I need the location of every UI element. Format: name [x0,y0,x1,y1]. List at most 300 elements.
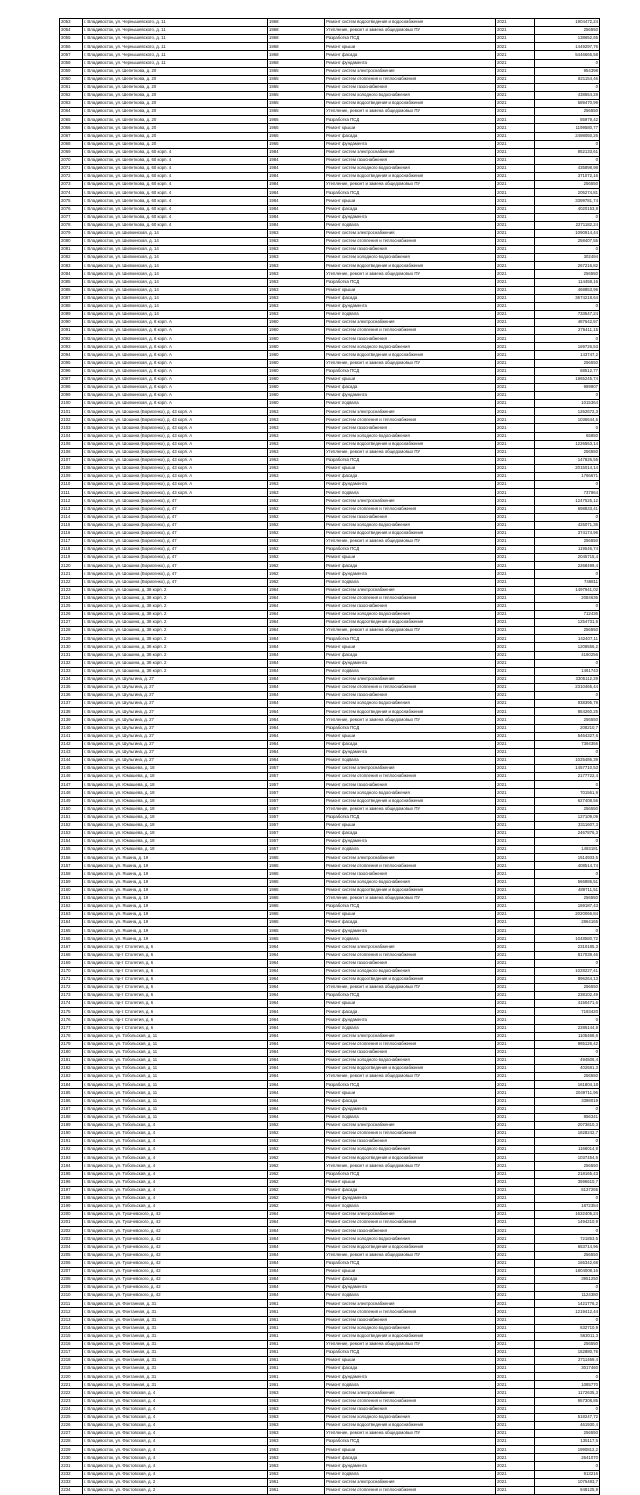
plan-year-cell: 2021 [496,189,535,197]
cost-cell: 256550 [535,984,600,992]
address-cell: г. Владивосток, ул. Чернышевского, д. 11 [83,51,268,59]
row-number-cell: 2230 [60,1454,83,1462]
plan-year-cell: 2021 [496,164,535,172]
cost-cell: 737964 [535,489,600,497]
year-built-cell: 1963 [268,1413,325,1421]
work-type-cell: Ремонт систем отопления и теплоснабжения [325,416,496,424]
plan-year-cell: 2021 [496,440,535,448]
work-type-cell: Ремонт фасада [325,205,496,213]
work-type-cell: Ремонт крыши [325,1446,496,1454]
year-built-cell: 1964 [268,748,325,756]
row-number-cell: 2148 [60,789,83,797]
year-built-cell: 1962 [268,562,325,570]
cost-cell: 256550 [535,805,600,813]
cost-cell: 0 [535,602,600,610]
year-built-cell: 1962 [268,521,325,529]
cost-cell: 205274,81 [535,189,600,197]
table-body [60,19,600,1495]
table-row [60,659,600,667]
address-cell: г. Владивосток, ул. Тухачевского, д. 42 [83,1211,268,1219]
plan-year-cell: 2021 [496,570,535,578]
table-row [60,1413,600,1421]
table-row [60,959,600,967]
address-cell: г. Владивосток, ул. Фонтанная, д. 31 [83,1365,268,1373]
work-type-cell: Ремонт систем газоснабжения [325,781,496,789]
row-number-cell: 2199 [60,1202,83,1210]
table-row [60,75,600,83]
plan-year-cell: 2021 [496,1292,535,1300]
cost-cell: 0 [535,959,600,967]
table-row [60,1113,600,1121]
table-row [60,343,600,351]
work-type-cell: Ремонт систем отопления и теплоснабжения [325,683,496,691]
address-cell: г. Владивосток, ул. Шепеткова, д. 60 корп. 4 [83,173,268,181]
address-cell: г. Владивосток, ул. Тобольская, д. 11 [83,1073,268,1081]
row-number-cell: 2065 [60,116,83,124]
work-type-cell: Ремонт систем отопления и теплоснабжения [325,237,496,245]
cost-cell: 138652,65 [535,35,600,43]
row-number-cell: 2075 [60,197,83,205]
row-number-cell: 2094 [60,351,83,359]
year-built-cell: 1961 [268,1478,325,1486]
work-type-cell: Ремонт систем холодного водоснабжения [325,878,496,886]
plan-year-cell: 2021 [496,489,535,497]
address-cell: г. Владивосток, ул. Тобольская, д. 11 [83,1089,268,1097]
work-type-cell: Ремонт крыши [325,1089,496,1097]
year-built-cell: 1963 [268,246,325,254]
work-type-cell: Ремонт фундамента [325,1105,496,1113]
plan-year-cell: 2021 [496,675,535,683]
table-row [60,1462,600,1470]
table-row [60,1438,600,1446]
work-type-cell: Ремонт фундамента [325,748,496,756]
row-number-cell: 2076 [60,205,83,213]
row-number-cell: 2056 [60,43,83,51]
table-row [60,943,600,951]
table-row [60,1397,600,1405]
row-number-cell: 2215 [60,1332,83,1340]
plan-year-cell: 2021 [496,1194,535,1202]
plan-year-cell: 2021 [496,262,535,270]
cost-cell: 746811 [535,578,600,586]
table-row [60,310,600,318]
plan-year-cell: 2021 [496,1032,535,1040]
cost-cell: 161804,18 [535,1081,600,1089]
year-built-cell: 1964 [268,1219,325,1227]
work-type-cell: Ремонт фундамента [325,1284,496,1292]
work-type-cell: Ремонт подвала [325,489,496,497]
table-row [60,335,600,343]
year-built-cell: 1964 [268,967,325,975]
work-type-cell: Ремонт фундамента [325,1373,496,1381]
row-number-cell: 2228 [60,1438,83,1446]
table-row [60,1186,600,1194]
work-type-cell: Ремонт систем электроснабжения [325,229,496,237]
work-type-cell: Ремонт систем холодного водоснабжения [325,967,496,975]
plan-year-cell: 2021 [496,1113,535,1121]
address-cell: г. Владивосток, ул. Фастовская, д. 4 [83,1389,268,1397]
cost-cell: 566886,51 [535,878,600,886]
address-cell: г. Владивосток, ул. Шепеткова, д. 20 [83,116,268,124]
work-type-cell: Утепление, ремонт и замена общедомовых ПУ [325,448,496,456]
row-number-cell: 2089 [60,310,83,318]
address-cell: г. Владивосток, ул. Шилкинская, д. 14 [83,286,268,294]
year-built-cell: 1968 [268,27,325,35]
row-number-cell: 2066 [60,124,83,132]
work-type-cell: Утепление, ремонт и замена общедомовых ПУ [325,1162,496,1170]
row-number-cell: 2068 [60,140,83,148]
address-cell: г. Владивосток, ул. Шепеткова, д. 60 корп. 4 [83,181,268,189]
row-number-cell: 2081 [60,246,83,254]
address-cell: г. Владивосток, ул. Шошина (Борисенко), д. 47 [83,554,268,562]
cost-cell: 302494 [535,254,600,262]
work-type-cell: Ремонт крыши [325,643,496,651]
cost-cell: 1219412,44 [535,1308,600,1316]
cost-cell: 0 [535,748,600,756]
cost-cell: 256550 [535,181,600,189]
table-row [60,513,600,521]
repair-schedule-table [59,18,600,1495]
address-cell: г. Владивосток, ул. Шошина (Борисенко), д. 47 [83,529,268,537]
plan-year-cell: 2021 [496,383,535,391]
address-cell: г. Владивосток, ул. Шошина (Борисенко), д. 47 [83,562,268,570]
year-built-cell: 1963 [268,408,325,416]
row-number-cell: 2163 [60,911,83,919]
work-type-cell: Ремонт систем электроснабжения [325,319,496,327]
table-row [60,132,600,140]
row-number-cell: 2195 [60,1170,83,1178]
plan-year-cell: 2021 [496,1243,535,1251]
year-built-cell: 1964 [268,659,325,667]
row-number-cell: 2109 [60,473,83,481]
address-cell: г. Владивосток, ул. Шепеткова, д. 60 корп. 4 [83,205,268,213]
work-type-cell: Ремонт систем газоснабжения [325,1227,496,1235]
work-type-cell: Ремонт систем отопления и теплоснабжения [325,1397,496,1405]
year-built-cell: 1965 [268,911,325,919]
cost-cell: 698833,41 [535,505,600,513]
cost-cell: 256550 [535,1251,600,1259]
year-built-cell: 1962 [268,529,325,537]
table-row [60,278,600,286]
year-built-cell: 1960 [268,319,325,327]
table-row [60,951,600,959]
cost-cell: 1990812,2 [535,1446,600,1454]
address-cell: г. Владивосток, ул. Фастовская, д. 4 [83,1421,268,1429]
table-row [60,838,600,846]
row-number-cell: 2055 [60,35,83,43]
row-number-cell: 2127 [60,619,83,627]
row-number-cell: 2229 [60,1446,83,1454]
row-number-cell: 2165 [60,927,83,935]
address-cell: г. Владивосток, ул. Тобольская, д. 11 [83,1097,268,1105]
row-number-cell: 2103 [60,424,83,432]
plan-year-cell: 2021 [496,1478,535,1486]
work-type-cell: Ремонт крыши [325,43,496,51]
year-built-cell: 1964 [268,643,325,651]
address-cell: г. Владивосток, ул. Шилкинская, д. 8 корп. А [83,392,268,400]
plan-year-cell: 2021 [496,310,535,318]
year-built-cell: 1962 [268,1154,325,1162]
row-number-cell: 2147 [60,781,83,789]
table-row [60,424,600,432]
cost-cell: 632710,9 [535,1324,600,1332]
address-cell: г. Владивосток, ул. Шошина (Борисенко), д. 47 [83,570,268,578]
work-type-cell: Ремонт фундамента [325,1462,496,1470]
work-type-cell: Разработка ПСД [325,1081,496,1089]
work-type-cell: Ремонт систем отопления и теплоснабжения [325,505,496,513]
plan-year-cell: 2021 [496,1486,535,1494]
table-row [60,829,600,837]
address-cell: г. Владивосток, ул. Тобольская, д. 4 [83,1138,268,1146]
plan-year-cell: 2021 [496,108,535,116]
table-row [60,919,600,927]
address-cell: г. Владивосток, ул. Шошина (Борисенко), д. 47 [83,521,268,529]
work-type-cell: Ремонт систем электроснабжения [325,67,496,75]
table-row [60,602,600,610]
cost-cell: 7394356 [535,740,600,748]
table-row [60,1365,600,1373]
table-row [60,805,600,813]
row-number-cell: 2205 [60,1251,83,1259]
work-type-cell: Ремонт фасада [325,562,496,570]
row-number-cell: 2214 [60,1324,83,1332]
row-number-cell: 2226 [60,1421,83,1429]
plan-year-cell: 2021 [496,870,535,878]
plan-year-cell: 2021 [496,1235,535,1243]
row-number-cell: 2124 [60,594,83,602]
cost-cell: 494506,4 [535,1057,600,1065]
year-built-cell: 1964 [268,984,325,992]
year-built-cell: 1961 [268,1486,325,1494]
cost-cell: 0 [535,838,600,846]
cost-cell: 85979,42 [535,116,600,124]
year-built-cell: 1964 [268,1251,325,1259]
row-number-cell: 2061 [60,83,83,91]
year-built-cell: 1962 [268,546,325,554]
address-cell: г. Владивосток, ул. Фонтанная, д. 31 [83,1348,268,1356]
address-cell: г. Владивосток, пр-т Столетия, д. 6 [83,951,268,959]
year-built-cell: 1964 [268,740,325,748]
work-type-cell: Ремонт подвала [325,1202,496,1210]
plan-year-cell: 2021 [496,416,535,424]
cost-cell: 487642,57 [535,319,600,327]
cost-cell: 985126,42 [535,1040,600,1048]
year-built-cell: 1964 [268,1032,325,1040]
address-cell: г. Владивосток, ул. Фастовская, д. 2 [83,1478,268,1486]
table-row [60,19,600,27]
cost-cell: 256550 [535,108,600,116]
cost-cell: 238102,49 [535,992,600,1000]
work-type-cell: Ремонт крыши [325,197,496,205]
table-row [60,1178,600,1186]
work-type-cell: Ремонт фасада [325,383,496,391]
address-cell: г. Владивосток, ул. Шепеткова, д. 60 корп. 4 [83,221,268,229]
work-type-cell: Ремонт систем электроснабжения [325,854,496,862]
year-built-cell: 1963 [268,1462,325,1470]
table-row [60,546,600,554]
year-built-cell: 1957 [268,789,325,797]
row-number-cell: 2189 [60,1121,83,1129]
year-built-cell: 1965 [268,878,325,886]
plan-year-cell: 2021 [496,1340,535,1348]
address-cell: г. Владивосток, ул. Шилкинская, д. 8 корп. А [83,367,268,375]
work-type-cell: Разработка ПСД [325,278,496,286]
table-row [60,213,600,221]
table-row [60,854,600,862]
address-cell: г. Владивосток, ул. Шилкинская, д. 14 [83,310,268,318]
work-type-cell: Разработка ПСД [325,635,496,643]
year-built-cell: 1964 [268,1105,325,1113]
plan-year-cell: 2021 [496,992,535,1000]
plan-year-cell: 2021 [496,91,535,99]
row-number-cell: 2176 [60,1016,83,1024]
year-built-cell: 1962 [268,513,325,521]
work-type-cell: Ремонт крыши [325,286,496,294]
work-type-cell: Разработка ПСД [325,116,496,124]
year-built-cell: 1964 [268,708,325,716]
row-number-cell: 2084 [60,270,83,278]
address-cell: г. Владивосток, пр-т Столетия, д. 6 [83,1016,268,1024]
work-type-cell: Разработка ПСД [325,456,496,464]
table-row [60,708,600,716]
address-cell: г. Владивосток, ул. Шепеткова, д. 20 [83,67,268,75]
cost-cell: 1494210,9 [535,1219,600,1227]
work-type-cell: Разработка ПСД [325,35,496,43]
row-number-cell: 2182 [60,1065,83,1073]
table-row [60,765,600,773]
row-number-cell: 2173 [60,992,83,1000]
table-row [60,789,600,797]
year-built-cell: 1965 [268,927,325,935]
work-type-cell: Разработка ПСД [325,1170,496,1178]
year-built-cell: 1957 [268,813,325,821]
year-built-cell: 1962 [268,538,325,546]
year-built-cell: 1961 [268,1332,325,1340]
table-row [60,124,600,132]
row-number-cell: 2138 [60,708,83,716]
work-type-cell: Утепление, ремонт и замена общедомовых ПУ [325,181,496,189]
year-built-cell: 1963 [268,1446,325,1454]
year-built-cell: 1963 [268,1389,325,1397]
plan-year-cell: 2021 [496,1129,535,1137]
plan-year-cell: 2021 [496,513,535,521]
year-built-cell: 1984 [268,189,325,197]
work-type-cell: Ремонт систем газоснабжения [325,1316,496,1324]
cost-cell: 425071,36 [535,521,600,529]
cost-cell: 0 [535,83,600,91]
row-number-cell: 2129 [60,635,83,643]
table-row [60,894,600,902]
table-row [60,967,600,975]
table-row [60,1267,600,1275]
address-cell: г. Владивосток, ул. Юмашева, д. 18 [83,829,268,837]
year-built-cell: 1964 [268,627,325,635]
work-type-cell: Ремонт систем холодного водоснабжения [325,1235,496,1243]
year-built-cell: 1964 [268,1292,325,1300]
work-type-cell: Ремонт систем водоотведения и водоснабжения [325,797,496,805]
plan-year-cell: 2021 [496,610,535,618]
plan-year-cell: 2021 [496,197,535,205]
address-cell: г. Владивосток, ул. Шульгина, д. 27 [83,716,268,724]
work-type-cell: Ремонт систем холодного водоснабжения [325,432,496,440]
cost-cell: 256550 [535,1340,600,1348]
year-built-cell: 1961 [268,1300,325,1308]
year-built-cell: 1961 [268,1348,325,1356]
work-type-cell: Ремонт систем газоснабжения [325,246,496,254]
year-built-cell: 1964 [268,1275,325,1283]
year-built-cell: 1964 [268,586,325,594]
cost-cell: 733547,24 [535,310,600,318]
year-built-cell: 1963 [268,1397,325,1405]
cost-cell: 468853,96 [535,286,600,294]
row-number-cell: 2096 [60,367,83,375]
plan-year-cell: 2021 [496,148,535,156]
address-cell: г. Владивосток, пр-т Столетия, д. 6 [83,992,268,1000]
address-cell: г. Владивосток, ул. Яшина, д. 19 [83,911,268,919]
table-row [60,375,600,383]
address-cell: г. Владивосток, ул. Шульгина, д. 27 [83,708,268,716]
year-built-cell: 1968 [268,43,325,51]
table-row [60,1194,600,1202]
row-number-cell: 2218 [60,1357,83,1365]
cost-cell: 2711469,4 [535,1357,600,1365]
row-number-cell: 2210 [60,1292,83,1300]
address-cell: г. Владивосток, ул. Шульгина, д. 27 [83,724,268,732]
year-built-cell: 1960 [268,327,325,335]
table-row [60,1170,600,1178]
plan-year-cell: 2021 [496,902,535,910]
address-cell: г. Владивосток, ул. Шульгина, д. 27 [83,740,268,748]
address-cell: г. Владивосток, ул. Шошина, д. 38 корп. 2 [83,602,268,610]
cost-cell: 938395,78 [535,700,600,708]
cost-cell: 5446665,58 [535,51,600,59]
plan-year-cell: 2021 [496,1016,535,1024]
work-type-cell: Утепление, ремонт и замена общедомовых ПУ [325,894,496,902]
row-number-cell: 2080 [60,237,83,245]
year-built-cell: 1957 [268,781,325,789]
work-type-cell: Ремонт фасада [325,1097,496,1105]
address-cell: г. Владивосток, ул. Шошина (Борисенко), д. 43 корп. А [83,473,268,481]
work-type-cell: Ремонт крыши [325,1178,496,1186]
address-cell: г. Владивосток, пр-т Столетия, д. 6 [83,975,268,983]
year-built-cell: 1957 [268,838,325,846]
address-cell: г. Владивосток, ул. Фонтанная, д. 31 [83,1381,268,1389]
table-row [60,1332,600,1340]
row-number-cell: 2211 [60,1300,83,1308]
plan-year-cell: 2021 [496,975,535,983]
work-type-cell: Ремонт систем водоотведения и водоснабжения [325,886,496,894]
row-number-cell: 2071 [60,164,83,172]
address-cell: г. Владивосток, ул. Шошина, д. 38 корп. 2 [83,651,268,659]
plan-year-cell: 2021 [496,237,535,245]
row-number-cell: 2053 [60,19,83,27]
cost-cell: 6137265 [535,1186,600,1194]
table-row [60,716,600,724]
cost-cell: 2498050,26 [535,132,600,140]
address-cell: г. Владивосток, ул. Шепеткова, д. 60 корп. 4 [83,197,268,205]
table-row [60,1154,600,1162]
work-type-cell: Ремонт систем газоснабжения [325,156,496,164]
address-cell: г. Владивосток, пр-т Столетия, д. 6 [83,959,268,967]
plan-year-cell: 2021 [496,1081,535,1089]
address-cell: г. Владивосток, ул. Шепеткова, д. 60 корп. 4 [83,156,268,164]
plan-year-cell: 2021 [496,602,535,610]
year-built-cell: 1963 [268,1405,325,1413]
work-type-cell: Ремонт систем электроснабжения [325,675,496,683]
cost-cell: 0 [535,246,600,254]
row-number-cell: 2217 [60,1348,83,1356]
address-cell: г. Владивосток, ул. Яшина, д. 19 [83,927,268,935]
